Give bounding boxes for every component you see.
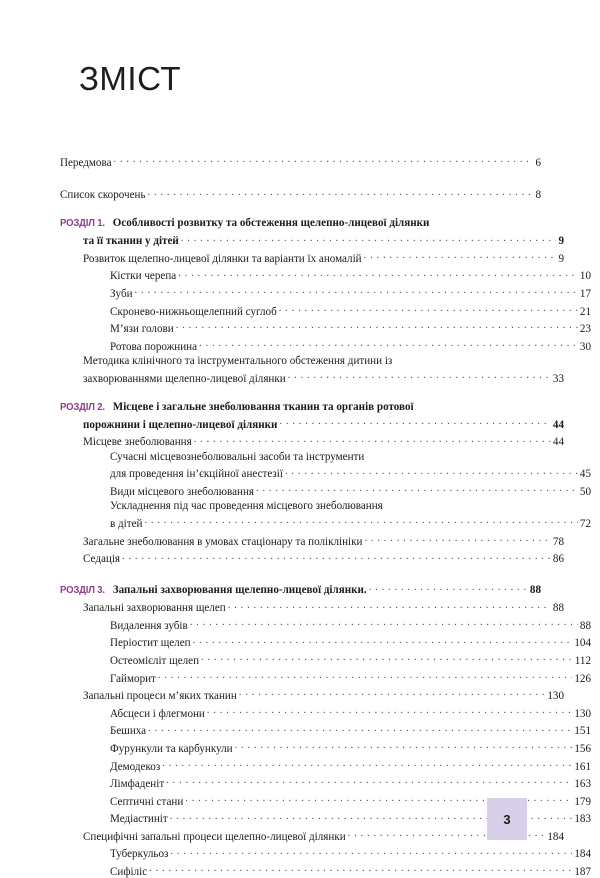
dot-leader <box>239 688 546 699</box>
toc-entry-label: Специфічні запальні процеси щелепно-лицевої ділянки <box>83 830 346 843</box>
toc-item-row[interactable] <box>60 846 591 860</box>
toc-entry-page-number: 112 <box>574 655 591 668</box>
toc-entry-label: Передмова <box>60 157 112 170</box>
toc-entry-label: М’язи голови <box>110 323 174 336</box>
toc-entry-label: Особливості розвитку та обстеження щелепно-лицевої ділянки <box>112 217 430 230</box>
dot-leader <box>207 706 572 717</box>
toc-entry-label: Абсцеси і флегмони <box>110 707 205 720</box>
toc-entry-page-number: 23 <box>579 323 591 336</box>
toc-entry-label: та її тканин у дітей <box>83 235 179 248</box>
dot-leader <box>288 371 551 382</box>
dot-leader <box>166 776 572 787</box>
toc-entry-label: Ускладнення під час проведення місцевого знеболювання <box>110 500 383 513</box>
toc-entry-label: для проведення ін’єкційної анестезії <box>110 468 283 481</box>
toc-entry-label: Видалення зубів <box>110 619 188 632</box>
toc-entry-page-number: 130 <box>547 690 564 703</box>
chapter-tag: РОЗДІЛ 1. <box>60 218 105 230</box>
dot-leader <box>181 233 557 244</box>
toc-entry-label: Лімфаденіт <box>110 778 165 791</box>
toc-entry-page-number: 156 <box>574 742 591 755</box>
toc-entry-label: Періостит щелеп <box>110 637 191 650</box>
toc-chapter-row[interactable] <box>60 402 541 413</box>
toc-entry-label: Ротова порожнина <box>110 340 198 353</box>
dot-leader <box>158 671 572 682</box>
toc-entry-label: Запальні процеси м’яких тканин <box>83 690 237 703</box>
toc-chapter-row[interactable] <box>60 218 541 229</box>
toc-item-row[interactable] <box>60 466 591 480</box>
toc-entry-label: Фурункули та карбункули <box>110 742 233 755</box>
toc-section-row[interactable] <box>60 551 564 565</box>
dot-leader <box>199 339 578 350</box>
toc-entry-page-number: 88 <box>552 602 564 615</box>
toc-entry-page-number: 44 <box>552 418 564 431</box>
toc-item-row[interactable] <box>60 303 591 317</box>
toc-section-row[interactable] <box>60 251 564 265</box>
toc-entry-label: Бешиха <box>110 725 147 738</box>
toc-entry-label: в дітей <box>110 518 143 531</box>
dot-leader <box>279 303 578 314</box>
toc-entry-label: порожнини і щелепно-лицевої ділянки <box>83 418 278 431</box>
toc-entry-page-number: 50 <box>579 486 591 498</box>
toc-entry-page-number: 8 <box>535 189 541 202</box>
dot-leader <box>228 600 551 611</box>
toc-entry-label: Остеомієліт щелеп <box>110 655 200 668</box>
toc-chapter-row[interactable] <box>60 582 541 597</box>
toc-entry-label: Сучасні місцевознеболювальні засоби та інструменти <box>110 450 365 463</box>
toc-item-row[interactable] <box>60 864 591 878</box>
toc-section-row[interactable] <box>60 434 564 448</box>
toc-item-row[interactable] <box>60 741 591 755</box>
toc-entry-page-number: 163 <box>574 778 591 791</box>
dot-leader <box>176 321 578 332</box>
dot-leader <box>279 417 550 428</box>
toc-section-row[interactable] <box>60 600 564 614</box>
toc-entry-label: Кістки черепа <box>110 270 177 283</box>
toc-item-row[interactable] <box>60 321 591 335</box>
toc-entry-label: Сифіліс <box>110 865 148 878</box>
dot-leader <box>144 516 577 527</box>
toc-item-row[interactable] <box>60 758 591 772</box>
toc-item-row[interactable] <box>60 187 541 201</box>
toc-section-row[interactable] <box>60 356 564 367</box>
chapter-tag: РОЗДІЛ 3. <box>60 585 105 597</box>
toc-item-row[interactable] <box>60 706 591 720</box>
page-number-label: 3 <box>503 811 511 827</box>
toc-item-row[interactable] <box>60 286 591 300</box>
toc-item-row[interactable] <box>60 516 591 530</box>
dot-leader <box>285 466 578 477</box>
toc-entry-label: захворюваннями щелепно-лицевої ділянки <box>83 372 286 385</box>
toc-entry-label: Методика клінічного та інструментального обстеження дитини із <box>83 355 393 368</box>
page-number-badge <box>487 798 527 840</box>
toc-item-row[interactable] <box>60 484 591 498</box>
dot-leader <box>135 286 578 297</box>
toc-item-row[interactable] <box>60 339 591 353</box>
dot-leader <box>235 741 573 752</box>
toc-entry-page-number: 9 <box>558 252 564 265</box>
toc-entry-label: Септичні стани <box>110 795 184 808</box>
toc-entry-page-number: 33 <box>552 372 564 385</box>
toc-section-row[interactable] <box>60 371 564 385</box>
toc-entry-page-number: 161 <box>574 760 591 773</box>
toc-entry-label: Гайморит <box>110 672 156 685</box>
toc-entry-page-number: 78 <box>552 535 564 548</box>
toc-section-row[interactable] <box>60 688 564 702</box>
dot-leader <box>122 551 551 562</box>
toc-entry-label: Медіастиніт <box>110 813 168 826</box>
toc-section-row[interactable] <box>60 417 564 431</box>
toc-entry-page-number: 17 <box>579 288 591 300</box>
dot-leader <box>194 434 551 445</box>
toc-entry-page-number: 184 <box>574 848 591 861</box>
dot-leader <box>364 251 557 262</box>
toc-entry-page-number: 30 <box>579 340 591 353</box>
dot-leader <box>149 864 572 875</box>
toc-entry-label: Загальне знеболювання в умовах стаціонару та поліклініки <box>83 535 363 548</box>
toc-item-row[interactable] <box>60 776 591 790</box>
toc-entry-page-number: 86 <box>552 553 564 566</box>
dot-leader <box>114 155 534 166</box>
chapter-tag: РОЗДІЛ 2. <box>60 401 105 413</box>
toc-entry-page-number: 9 <box>558 235 564 248</box>
toc-section-row[interactable] <box>60 534 564 548</box>
toc-entry-label: Туберкульоз <box>110 848 169 861</box>
toc-entry-label: Скронево-нижньощелепний суглоб <box>110 305 277 318</box>
toc-entry-label: Список скорочень <box>60 189 146 202</box>
toc-entry-page-number: 45 <box>579 468 591 481</box>
dot-leader <box>193 635 573 646</box>
toc-item-row[interactable] <box>60 268 591 282</box>
toc-entry-label: Види місцевого знеболювання <box>110 486 254 498</box>
dot-leader <box>170 846 572 857</box>
dot-leader <box>148 723 572 734</box>
dot-leader <box>178 268 578 279</box>
toc-entry-page-number: 187 <box>574 865 591 878</box>
dot-leader <box>364 534 550 545</box>
table-of-contents <box>60 155 591 878</box>
toc-entry-label: Зуби <box>110 288 133 300</box>
toc-entry-label: Місцеве знеболювання <box>83 436 192 449</box>
toc-entry-page-number: 151 <box>574 725 591 738</box>
toc-entry-page-number: 10 <box>579 270 591 283</box>
toc-entry-page-number: 126 <box>574 672 591 685</box>
toc-entry-page-number: 179 <box>574 795 591 808</box>
toc-entry-page-number: 6 <box>535 157 541 170</box>
toc-section-row[interactable] <box>60 233 564 247</box>
toc-entry-label: Розвиток щелепно-лицевої ділянки та варіанти їх аномалій <box>83 252 362 265</box>
dot-leader <box>201 653 573 664</box>
toc-item-row[interactable] <box>60 501 591 512</box>
dot-leader <box>256 484 578 495</box>
page-title: ЗМІСТ <box>79 60 181 98</box>
toc-item-row[interactable] <box>60 155 541 169</box>
toc-entry-page-number: 184 <box>547 830 564 843</box>
toc-entry-page-number: 104 <box>574 637 591 650</box>
dot-leader <box>148 187 534 198</box>
toc-entry-page-number: 21 <box>579 305 591 318</box>
toc-entry-page-number: 72 <box>579 518 591 531</box>
toc-item-row[interactable] <box>60 723 591 737</box>
toc-entry-page-number: 130 <box>574 707 591 720</box>
toc-item-row[interactable] <box>60 618 591 632</box>
toc-item-row[interactable] <box>60 671 591 685</box>
toc-entry-page-number: 88 <box>529 584 541 597</box>
toc-item-row[interactable] <box>60 635 591 649</box>
toc-entry-label: Запальні захворювання щелеп <box>83 602 226 615</box>
toc-entry-label: Седація <box>83 553 121 566</box>
toc-entry-label: Запальні захворювання щелепно-лицевої ділянки. <box>112 584 367 597</box>
toc-entry-label: Демодекоз <box>110 760 161 773</box>
toc-entry-page-number: 44 <box>552 436 564 449</box>
toc-item-row[interactable] <box>60 452 591 463</box>
dot-leader <box>162 758 572 769</box>
toc-entry-page-number: 88 <box>579 619 591 632</box>
toc-entry-page-number: 183 <box>574 813 591 826</box>
dot-leader <box>369 582 528 593</box>
dot-leader <box>190 618 578 629</box>
toc-item-row[interactable] <box>60 653 591 667</box>
toc-entry-label: Місцеве і загальне знеболювання тканин та органів ротової <box>112 400 414 413</box>
